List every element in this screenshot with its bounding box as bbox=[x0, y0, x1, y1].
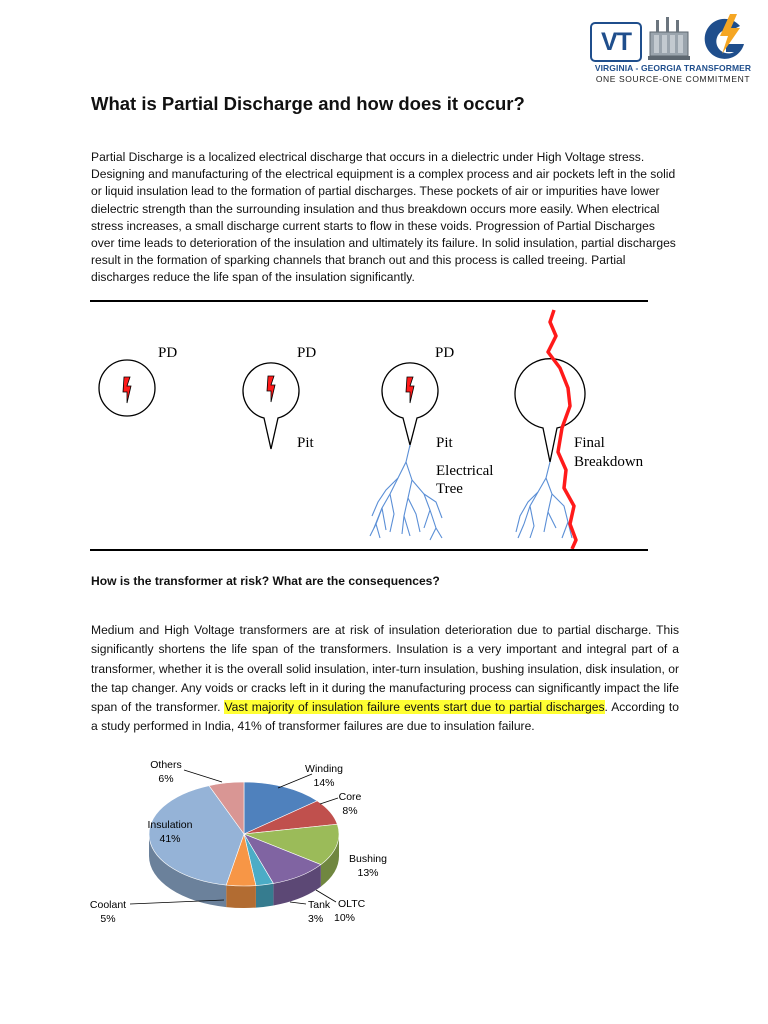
pie-slice-side-coolant bbox=[226, 885, 256, 908]
pie-value-coolant: 5% bbox=[100, 913, 116, 925]
partial-discharge-diagram bbox=[90, 302, 650, 549]
pie-label-insulation: Insulation bbox=[147, 819, 193, 831]
pie-label-core: Core bbox=[338, 791, 362, 803]
label-electrical-tree-2: Tree bbox=[436, 481, 463, 497]
pie-value-bushing: 13% bbox=[357, 867, 379, 879]
label-pd-2: PD bbox=[297, 345, 317, 361]
spark-icon bbox=[123, 377, 131, 403]
electrical-tree bbox=[370, 445, 442, 540]
void-pit-shape bbox=[382, 363, 438, 445]
stage-void bbox=[99, 345, 177, 416]
label-breakdown: Breakdown bbox=[574, 454, 644, 470]
spark-icon bbox=[267, 376, 275, 402]
pie-label-oltc: OLTC bbox=[338, 898, 366, 910]
leader-line-core bbox=[320, 798, 338, 804]
leader-line-tank bbox=[290, 902, 306, 904]
leader-line-winding bbox=[278, 774, 312, 788]
paragraph-text-end: . According to a study performed in India, 41% of transformer failures are due to insulation failure. bbox=[91, 700, 680, 734]
breakdown-spark-path bbox=[548, 310, 576, 549]
pie-slice-side-tank bbox=[256, 883, 273, 907]
label-pd-1: PD bbox=[158, 345, 178, 361]
section-heading: How is the transformer at risk? What are the consequences? bbox=[91, 574, 440, 588]
leader-line-others bbox=[184, 770, 222, 782]
stage-tree bbox=[370, 345, 493, 540]
transformer-icon bbox=[644, 14, 694, 62]
pie-value-winding: 14% bbox=[313, 777, 335, 789]
label-final: Final bbox=[574, 435, 605, 451]
pie-label-others: Others bbox=[150, 759, 182, 771]
label-pit-1: Pit bbox=[297, 435, 314, 451]
company-name: VIRGINIA - GEORGIA TRANSFORMER bbox=[594, 63, 752, 73]
company-logo bbox=[588, 10, 758, 86]
pie-label-tank: Tank bbox=[308, 899, 331, 911]
label-pd-3: PD bbox=[435, 345, 455, 361]
pie-value-others: 6% bbox=[158, 773, 174, 785]
company-tagline: ONE SOURCE-ONE COMMITMENT bbox=[595, 74, 751, 84]
paragraph-text: Medium and High Voltage transformers are at risk of insulation deterioration due to partial discharge. This significantly shortens the life span of the transformers. Insulation is a very important and integral part of a transformer, whether it is the overall solid insulation, inter-turn insulation, bushing insulation, disk insulation, or the tap changer. Any voids or cracks left in it during the manufacturing process can significantly impact the life span of the transformer. bbox=[91, 623, 679, 715]
page-title: What is Partial Discharge and how does it occur? bbox=[91, 93, 525, 114]
divider-bottom bbox=[90, 549, 648, 551]
electrical-tree bbox=[516, 462, 572, 538]
pie-value-tank: 3% bbox=[308, 913, 324, 925]
pie-label-coolant: Coolant bbox=[89, 899, 127, 911]
label-pit-2: Pit bbox=[436, 435, 453, 451]
lightning-g-icon bbox=[700, 14, 750, 64]
pie-label-winding: Winding bbox=[305, 763, 343, 775]
vt-logo-mark: VT bbox=[590, 22, 642, 62]
pie-label-bushing: Bushing bbox=[349, 853, 387, 865]
failure-causes-pie-chart bbox=[80, 752, 500, 932]
highlighted-text: Vast majority of insulation failure events start due to partial discharges bbox=[224, 700, 605, 715]
pie-value-oltc: 10% bbox=[334, 912, 356, 924]
intro-paragraph: Partial Discharge is a localized electrical discharge that occurs in a dielectric under High Voltage stress. Designing and manufacturing of the electrical equipment is a complex process and air pockets left in the solid or liquid insulation lead to the formation of partial discharges. These pockets of air or impurities have lower dielectric strength than the surrounding insulation and thus breakdown occurs more easily. When electrical stress increases, a small discharge current starts to flow in these voids. Progression of Partial Discharges over time leads to deterioration of the insulation and ultimately its failure. In solid insulation, partial discharges result in the formation of sparking channels that branch out and this process is called treeing. Partial discharges reduce the life span of the insulation significantly. bbox=[91, 150, 676, 285]
label-electrical-tree-1: Electrical bbox=[436, 463, 494, 479]
stage-pit bbox=[243, 345, 316, 451]
risk-paragraph bbox=[91, 621, 679, 737]
pie-value-core: 8% bbox=[342, 805, 358, 817]
spark-icon bbox=[406, 377, 414, 403]
pie-value-insulation: 41% bbox=[159, 833, 181, 845]
stage-breakdown bbox=[515, 310, 644, 549]
